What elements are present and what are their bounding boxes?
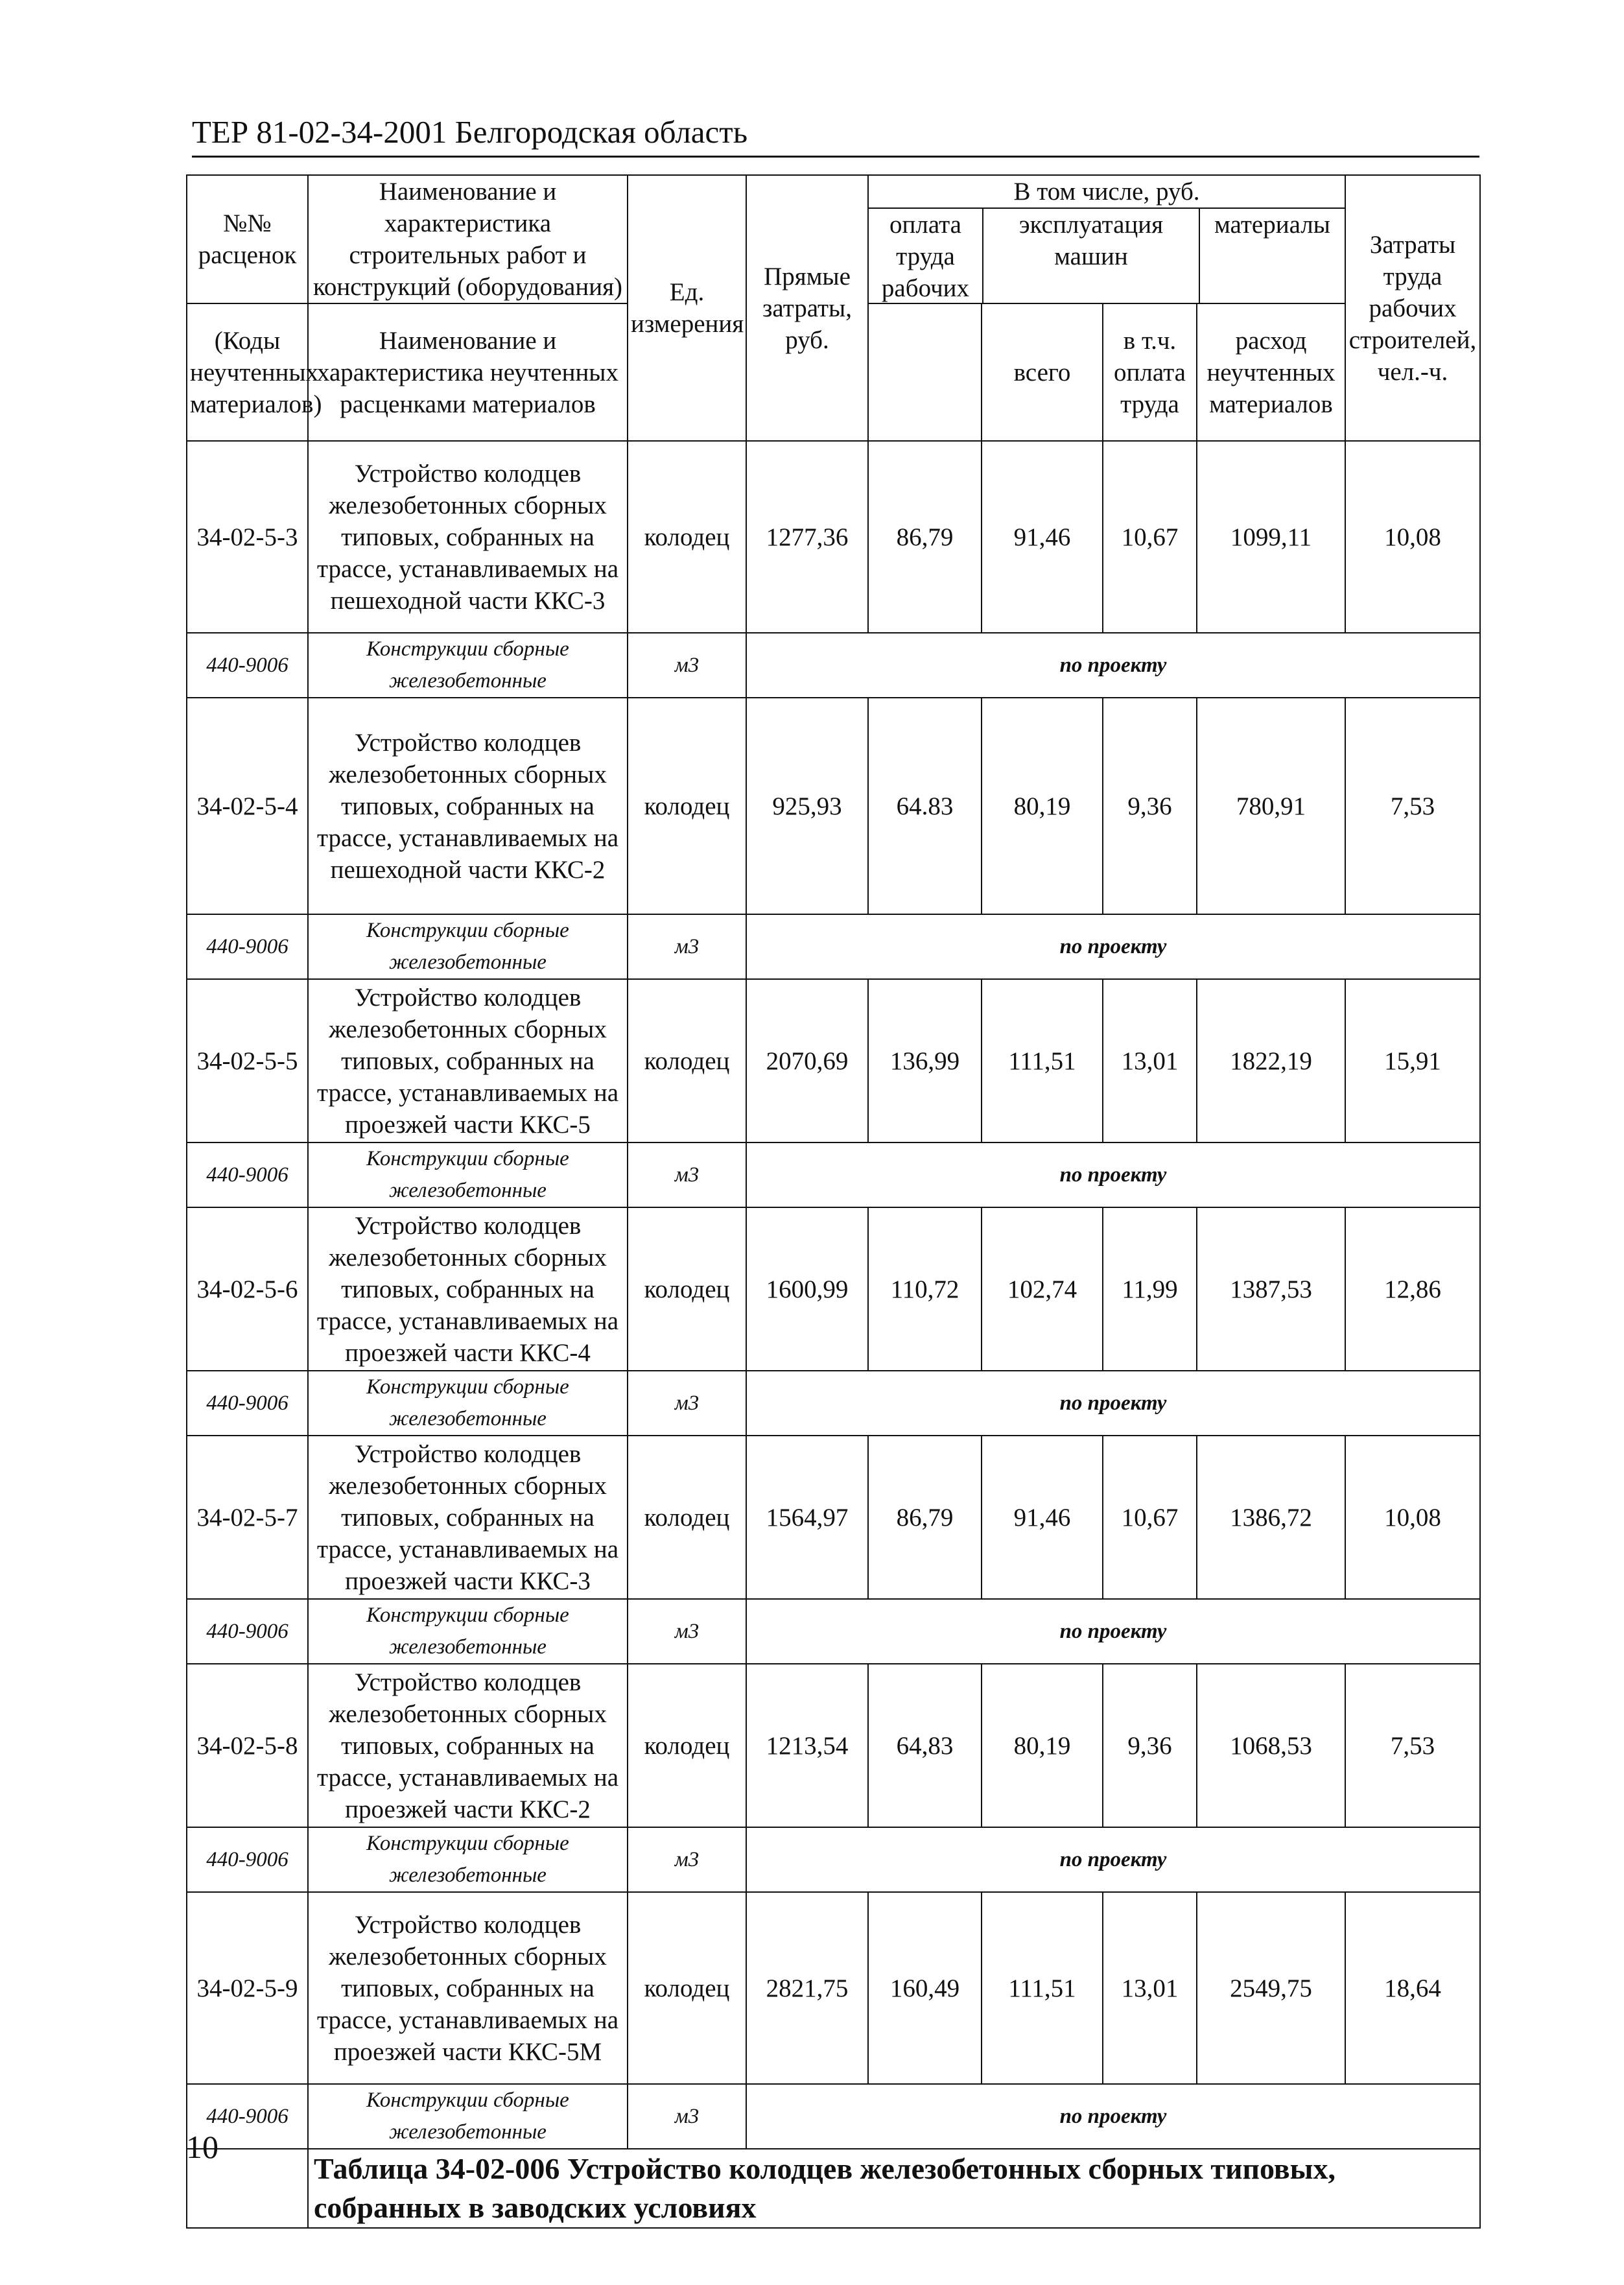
rate-code: 34-02-5-4 (187, 698, 308, 914)
page-number: 10 (186, 2129, 218, 2165)
rate-materials: 1099,11 (1197, 441, 1345, 633)
table-caption: Таблица 34-02-006 Устройство колодцев железобетонных сборных типовых, собранных в заводских условиях (308, 2149, 1480, 2228)
rate-materials: 2549,75 (1197, 1892, 1345, 2084)
rates-table (186, 174, 1481, 2229)
rate-labor-pay: 110,72 (868, 1207, 982, 1371)
col-header-num: №№ расценок (187, 175, 308, 303)
rate-code: 34-02-5-7 (187, 1436, 308, 1599)
rate-labor-cost: 18,64 (1345, 1892, 1480, 2084)
material-value: по проекту (746, 914, 1480, 979)
material-name: Конструкции сборные железобетонные (308, 914, 628, 979)
col-header-incl: В том числе, руб. (869, 176, 1345, 209)
rate-description: Устройство колодцев железобетонных сборных типовых, собранных на трассе, устанавливаемых на проезжей части ККС-5М (308, 1892, 628, 2084)
rate-row (187, 698, 1480, 914)
rate-labor-cost: 15,91 (1345, 979, 1480, 1142)
rate-machines-labor: 9,36 (1103, 698, 1197, 914)
material-name: Конструкции сборные железобетонные (308, 1371, 628, 1436)
rate-direct-cost: 1213,54 (746, 1664, 868, 1827)
rate-unit: колодец (628, 1892, 746, 2084)
material-name: Конструкции сборные железобетонные (308, 1142, 628, 1207)
rate-code: 34-02-5-8 (187, 1664, 308, 1827)
rate-machines-labor: 10,67 (1103, 1436, 1197, 1599)
rate-description: Устройство колодцев железобетонных сборных типовых, собранных на трассе, устанавливаемых на проезжей части ККС-3 (308, 1436, 628, 1599)
page-header (192, 113, 1479, 158)
col-header-codes: (Коды неучтенных материалов) (187, 303, 308, 441)
material-code: 440-9006 (187, 1827, 308, 1892)
rate-row (187, 979, 1480, 1142)
rate-direct-cost: 1564,97 (746, 1436, 868, 1599)
rate-machines-total: 80,19 (982, 1664, 1103, 1827)
rate-machines-labor: 10,67 (1103, 441, 1197, 633)
material-code: 440-9006 (187, 633, 308, 698)
material-name: Конструкции сборные железобетонные (308, 633, 628, 698)
rate-machines-total: 91,46 (982, 1436, 1103, 1599)
col-header-mat-uncounted: расход неучтенных материалов (1197, 303, 1345, 441)
col-header-labor-pay: оплата труда рабочих (869, 209, 983, 304)
rate-materials: 1822,19 (1197, 979, 1345, 1142)
rate-labor-pay: 86,79 (868, 1436, 982, 1599)
rate-unit: колодец (628, 1207, 746, 1371)
col-header-incl-group (868, 175, 1345, 303)
rate-labor-pay: 160,49 (868, 1892, 982, 2084)
rate-description: Устройство колодцев железобетонных сборных типовых, собранных на трассе, устанавливаемых на пешеходной части ККС-2 (308, 698, 628, 914)
col-header-name: Наименование и характеристика строительных работ и конструкций (оборудования) (308, 175, 628, 303)
rate-machines-labor: 11,99 (1103, 1207, 1197, 1371)
document-title: ТЕР 81-02-34-2001 Белгородская область (192, 114, 748, 150)
rate-unit: колодец (628, 1664, 746, 1827)
rate-row (187, 1207, 1480, 1371)
rate-description: Устройство колодцев железобетонных сборных типовых, собранных на трассе, устанавливаемых на проезжей части ККС-5 (308, 979, 628, 1142)
rate-description: Устройство колодцев железобетонных сборных типовых, собранных на трассе, устанавливаемых на проезжей части ККС-2 (308, 1664, 628, 1827)
rate-code: 34-02-5-9 (187, 1892, 308, 2084)
rate-labor-cost: 10,08 (1345, 1436, 1480, 1599)
rate-code: 34-02-5-6 (187, 1207, 308, 1371)
col-header-labor-cost: Затраты труда рабочих строителей, чел.-ч. (1345, 175, 1480, 441)
material-unit: м3 (628, 2084, 746, 2149)
material-unit: м3 (628, 633, 746, 698)
material-row (187, 1371, 1480, 1436)
rate-materials: 780,91 (1197, 698, 1345, 914)
material-unit: м3 (628, 1142, 746, 1207)
rate-materials: 1386,72 (1197, 1436, 1345, 1599)
rate-materials: 1068,53 (1197, 1664, 1345, 1827)
material-row (187, 2084, 1480, 2149)
col-header-mach-labor: в т.ч. оплата труда (1103, 303, 1197, 441)
rate-code: 34-02-5-3 (187, 441, 308, 633)
table-caption-row (187, 2149, 1480, 2228)
material-name: Конструкции сборные железобетонные (308, 1827, 628, 1892)
material-row (187, 1142, 1480, 1207)
material-unit: м3 (628, 1599, 746, 1664)
rate-labor-pay: 64.83 (868, 698, 982, 914)
rate-row (187, 441, 1480, 633)
rate-machines-total: 111,51 (982, 1892, 1103, 2084)
material-value: по проекту (746, 1142, 1480, 1207)
material-value: по проекту (746, 1371, 1480, 1436)
material-code: 440-9006 (187, 1599, 308, 1664)
rate-direct-cost: 1600,99 (746, 1207, 868, 1371)
rate-labor-pay: 64,83 (868, 1664, 982, 1827)
rate-direct-cost: 2821,75 (746, 1892, 868, 2084)
rate-row (187, 1436, 1480, 1599)
rate-code: 34-02-5-5 (187, 979, 308, 1142)
material-value: по проекту (746, 1599, 1480, 1664)
rate-machines-total: 111,51 (982, 979, 1103, 1142)
rate-labor-cost: 10,08 (1345, 441, 1480, 633)
material-unit: м3 (628, 914, 746, 979)
material-code: 440-9006 (187, 1142, 308, 1207)
rate-materials: 1387,53 (1197, 1207, 1345, 1371)
material-unit: м3 (628, 1827, 746, 1892)
col-header-name-sub: Наименование и характеристика неучтенных расценками материалов (308, 303, 628, 441)
material-unit: м3 (628, 1371, 746, 1436)
rate-machines-labor: 13,01 (1103, 979, 1197, 1142)
header-row-1 (187, 175, 1480, 303)
rate-machines-labor: 9,36 (1103, 1664, 1197, 1827)
rate-machines-total: 102,74 (982, 1207, 1103, 1371)
rate-machines-labor: 13,01 (1103, 1892, 1197, 2084)
material-row (187, 633, 1480, 698)
col-header-labor-pay-cont (868, 303, 982, 441)
material-value: по проекту (746, 633, 1480, 698)
material-code: 440-9006 (187, 914, 308, 979)
rate-row (187, 1892, 1480, 2084)
rate-unit: колодец (628, 698, 746, 914)
rate-unit: колодец (628, 1436, 746, 1599)
material-name: Конструкции сборные железобетонные (308, 1599, 628, 1664)
rate-description: Устройство колодцев железобетонных сборных типовых, собранных на трассе, устанавливаемых на проезжей части ККС-4 (308, 1207, 628, 1371)
rate-labor-cost: 7,53 (1345, 1664, 1480, 1827)
rate-direct-cost: 925,93 (746, 698, 868, 914)
rate-unit: колодец (628, 979, 746, 1142)
rate-row (187, 1664, 1480, 1827)
col-header-materials: материалы (1214, 211, 1330, 239)
material-row (187, 1827, 1480, 1892)
rate-machines-total: 80,19 (982, 698, 1103, 914)
material-row (187, 1599, 1480, 1664)
rate-direct-cost: 1277,36 (746, 441, 868, 633)
col-header-direct: Прямые затраты, руб. (746, 175, 868, 441)
material-value: по проекту (746, 1827, 1480, 1892)
material-name: Конструкции сборные железобетонные (308, 2084, 628, 2149)
col-header-mach-total: всего (982, 303, 1103, 441)
col-header-machines: эксплуатация машин (983, 209, 1200, 304)
material-code: 440-9006 (187, 2084, 308, 2149)
material-code: 440-9006 (187, 1371, 308, 1436)
rate-labor-pay: 136,99 (868, 979, 982, 1142)
col-header-unit: Ед. измерения (628, 175, 746, 441)
rate-labor-cost: 12,86 (1345, 1207, 1480, 1371)
rate-machines-total: 91,46 (982, 441, 1103, 633)
rate-labor-cost: 7,53 (1345, 698, 1480, 914)
rate-direct-cost: 2070,69 (746, 979, 868, 1142)
rate-labor-pay: 86,79 (868, 441, 982, 633)
material-value: по проекту (746, 2084, 1480, 2149)
rate-unit: колодец (628, 441, 746, 633)
material-row (187, 914, 1480, 979)
rate-description: Устройство колодцев железобетонных сборных типовых, собранных на трассе, устанавливаемых на пешеходной части ККС-3 (308, 441, 628, 633)
